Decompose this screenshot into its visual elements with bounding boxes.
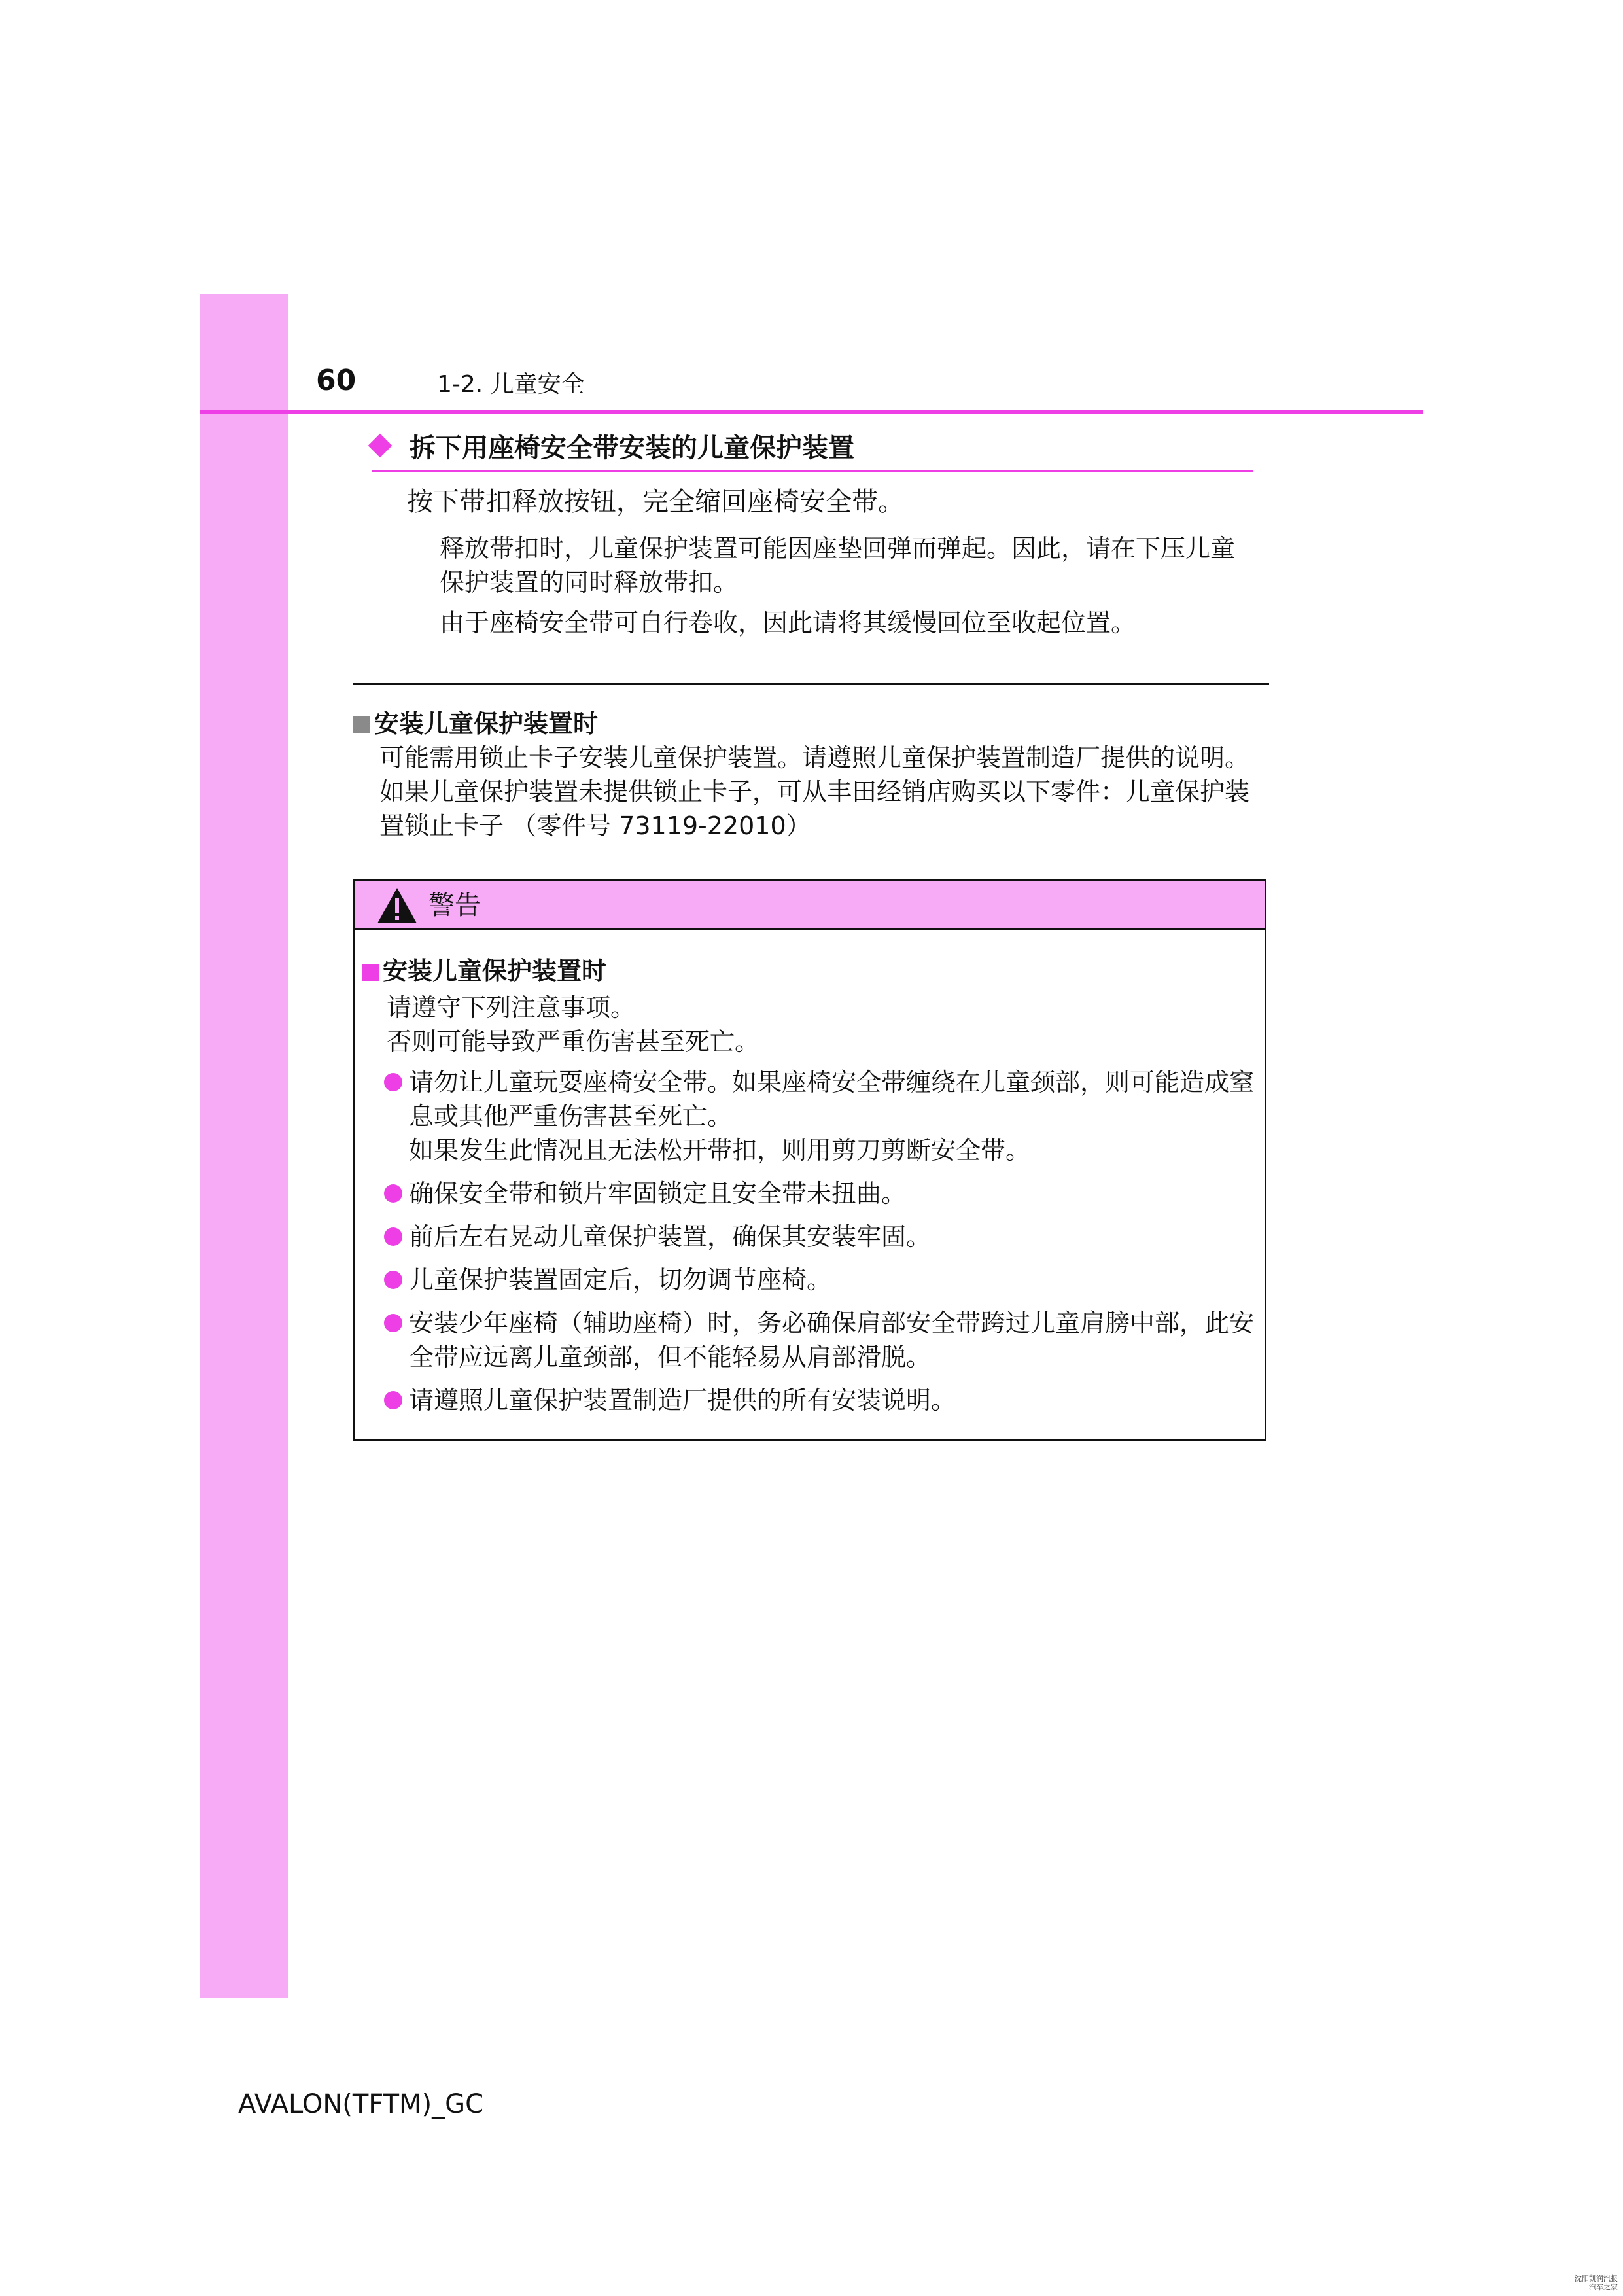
subsection-heading [372, 431, 1253, 472]
warning-intro-line: 请遵守下列注意事项。 [387, 993, 636, 1022]
round-bullet-icon [384, 1271, 402, 1289]
bullet-text: 确保安全带和锁片牢固锁定且安全带未扭曲。 [409, 1179, 907, 1208]
header-rule [200, 410, 1423, 414]
warning-box [353, 879, 1266, 1441]
warning-label: 警告 [428, 891, 481, 921]
step-text: 按下带扣释放按钮，完全缩回座椅安全带。 [407, 487, 904, 517]
warning-bullet [384, 1383, 1254, 1417]
round-bullet-icon [384, 1184, 402, 1203]
warning-bullet [384, 1306, 1254, 1374]
diamond-icon [368, 434, 393, 458]
watermark [1575, 2274, 1618, 2291]
watermark-line: 沈阳凯润汽报 [1575, 2274, 1618, 2283]
section-title: 1-2. 儿童安全 [437, 371, 585, 398]
round-bullet-icon [384, 1391, 402, 1409]
warning-bullet [384, 1065, 1254, 1167]
warning-intro [387, 991, 1250, 1059]
round-bullet-icon [384, 1227, 402, 1246]
warning-intro-line: 否则可能导致严重伤害甚至死亡。 [387, 1027, 760, 1056]
square-bullet-icon [353, 716, 370, 733]
warning-triangle-icon [376, 887, 418, 925]
info-title: 安装儿童保护装置时 [374, 709, 599, 738]
footer-model-code: AVALON(TFTM)_GC [238, 2089, 484, 2119]
warning-heading-text: 安装儿童保护装置时 [383, 957, 607, 985]
note-paragraph: 由于座椅安全带可自行卷收，因此请将其缓慢回位至收起位置。 [440, 609, 1136, 637]
section-divider [353, 683, 1269, 685]
bullet-text: 请勿让儿童玩耍座椅安全带。如果座椅安全带缠绕在儿童颈部，则可能造成窒息或其他严重伤害甚至死亡。 [409, 1068, 1255, 1131]
bullet-text: 安装少年座椅（辅助座椅）时，务必确保肩部安全带跨过儿童肩膀中部，此安全带应远离儿童颈部，但不能轻易从肩部滑脱。 [409, 1309, 1255, 1371]
warning-bullet [384, 1176, 1254, 1210]
bullet-text: 如果发生此情况且无法松开带扣，则用剪刀剪断安全带。 [409, 1136, 1031, 1165]
bullet-text: 请遵照儿童保护装置制造厂提供的所有安装说明。 [409, 1386, 956, 1415]
watermark-line: 汽车之家 [1589, 2283, 1618, 2291]
side-tab-bar [200, 294, 288, 1998]
warning-header [355, 881, 1265, 930]
page-number: 60 [316, 364, 357, 397]
info-body: 可能需用锁止卡子安装儿童保护装置。请遵照儿童保护装置制造厂提供的说明。如果儿童保护装置未提供锁止卡子，可从丰田经销店购买以下零件：儿童保护装置锁止卡子 （零件号 73119-22010） [379, 743, 1250, 840]
bullet-text: 儿童保护装置固定后，切勿调节座椅。 [409, 1265, 832, 1294]
subsection-title: 拆下用座椅安全带安装的儿童保护装置 [410, 433, 854, 463]
warning-heading [362, 954, 606, 988]
bullet-text: 前后左右晃动儿童保护装置，确保其安装牢固。 [409, 1222, 932, 1251]
warning-bullet [384, 1263, 1254, 1297]
warning-bullet [384, 1220, 1254, 1254]
square-bullet-icon [362, 964, 379, 981]
warning-bullet-list [384, 1065, 1254, 1426]
round-bullet-icon [384, 1073, 402, 1091]
note-paragraph: 释放带扣时，儿童保护装置可能因座垫回弹而弹起。因此，请在下压儿童保护装置的同时释放带扣。 [440, 534, 1236, 597]
round-bullet-icon [384, 1314, 402, 1332]
info-heading [353, 707, 598, 741]
